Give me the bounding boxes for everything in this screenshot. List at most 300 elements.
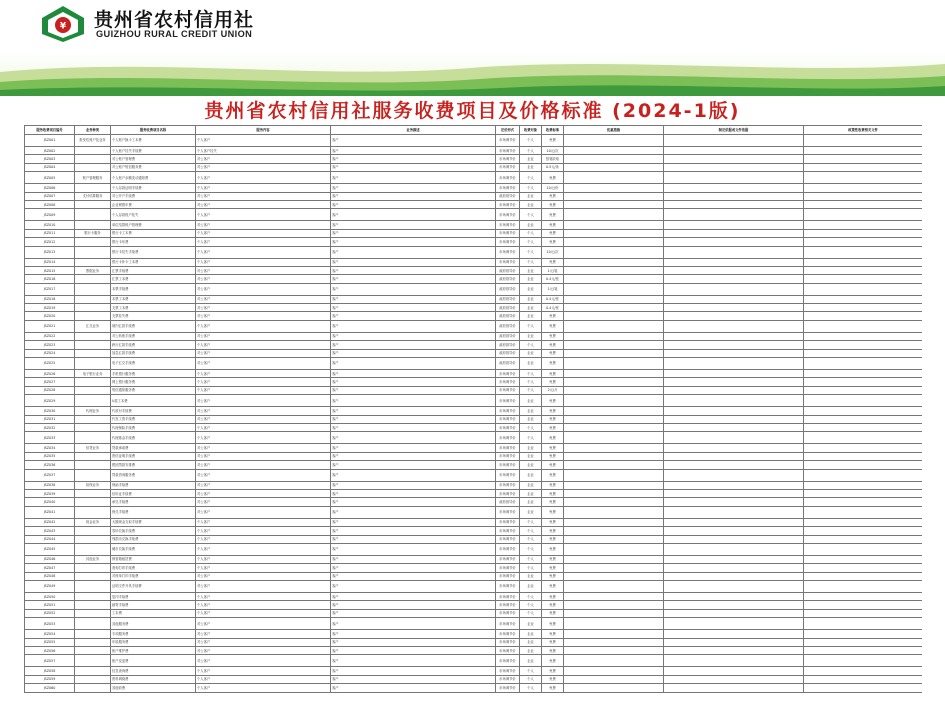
table-cell: 对公客户 [196,283,331,295]
table-cell: 客户 [331,498,496,506]
column-header: 收费标准 [542,126,564,135]
table-cell [804,684,923,692]
table-cell [664,469,804,481]
table-cell [564,518,664,526]
table-cell [664,312,804,320]
table-cell: JSZ051 [25,601,75,609]
table-cell: 市场调节价 [496,535,520,543]
table-cell: 大额现金支取手续费 [111,518,196,526]
table-cell: 免费 [542,415,564,423]
table-cell: 个人客户 [196,229,331,237]
table-cell [75,543,111,555]
table-cell [664,432,804,444]
table-cell [75,415,111,423]
table-cell: 市场调节价 [496,618,520,630]
table-cell [564,275,664,283]
table-cell [564,266,664,274]
table-cell [75,432,111,444]
table-cell: 跨行汇款手续费 [111,341,196,349]
table-cell: JSZ052 [25,609,75,617]
table-cell: 承兑手续费 [111,498,196,506]
table-cell [564,655,664,667]
table-cell: 1元/笔 [542,283,564,295]
table-cell: 企业 [520,275,542,283]
table-cell: 代理基金手续费 [111,432,196,444]
table-cell: 市场调节价 [496,423,520,431]
table-cell: 市场调节价 [496,555,520,563]
table-cell: 免费 [542,461,564,469]
table-cell: 个人客户 [196,258,331,266]
table-cell [564,395,664,407]
fee-table-container [24,125,922,705]
table-cell: 个人 [520,238,542,246]
table-cell: 个人客户 [196,320,331,332]
org-name-en: GUIZHOU RURAL CREDIT UNION [96,29,253,39]
table-cell: 信息查询费 [111,667,196,675]
table-cell: 个人 [520,684,542,692]
table-cell: 个人 [520,184,542,192]
table-cell [804,601,923,609]
table-cell [804,593,923,601]
table-cell [804,304,923,312]
table-cell: 政府指导价 [496,320,520,332]
table-row [25,498,923,506]
table-cell: 0.5元/条 [542,163,564,171]
table-cell: 对公转账手续费 [111,332,196,340]
table-cell: 对公客户 [196,489,331,497]
table-cell [664,370,804,378]
table-cell: 客户 [331,221,496,229]
table-cell: 个人 [520,246,542,258]
table-cell [804,572,923,580]
table-row [25,358,923,370]
table-cell: 企业 [520,461,542,469]
table-row [25,221,923,229]
table-cell: 对公客户 [196,572,331,580]
table-cell: 10元/次 [542,246,564,258]
table-cell: 市场调节价 [496,238,520,246]
table-header-row [25,126,923,135]
table-cell [75,163,111,171]
table-cell [664,572,804,580]
table-cell: 市场调节价 [496,601,520,609]
table-row [25,489,923,497]
table-cell [804,423,923,431]
table-cell [664,423,804,431]
table-cell [804,469,923,481]
table-cell: JSZ031 [25,415,75,423]
table-cell: 个人客户 [196,341,331,349]
table-cell: 客户 [331,192,496,200]
table-cell [804,630,923,638]
table-cell: 免费 [542,572,564,580]
table-row [25,432,923,444]
table-cell: 政府指导价 [496,304,520,312]
table-cell: JSZ041 [25,506,75,518]
table-cell [564,593,664,601]
table-cell [664,609,804,617]
table-cell: 客户 [331,415,496,423]
table-cell [664,630,804,638]
table-cell: 证明文件开具手续费 [111,581,196,593]
table-cell [75,221,111,229]
table-cell: 免费 [542,609,564,617]
table-cell [664,564,804,572]
table-row [25,172,923,184]
table-row [25,349,923,357]
table-cell: 企业 [520,452,542,460]
table-cell: 企业 [520,155,542,163]
table-row [25,452,923,460]
table-cell: 对账单打印手续费 [111,572,196,580]
table-cell: 免费 [542,378,564,386]
table-cell [804,275,923,283]
table-cell: 市场调节价 [496,543,520,555]
table-cell: 对公客户 [196,647,331,655]
table-cell: 免费 [542,221,564,229]
table-cell [664,498,804,506]
table-cell: 客户 [331,432,496,444]
table-cell: 市场调节价 [496,246,520,258]
table-cell: 资信证明手续费 [111,452,196,460]
table-cell [664,675,804,683]
table-cell [564,601,664,609]
table-cell: 客户 [331,320,496,332]
table-cell [75,238,111,246]
table-cell: 个人客户 [196,518,331,526]
table-cell [804,518,923,526]
table-cell [564,415,664,423]
table-cell [664,618,804,630]
table-row [25,266,923,274]
table-cell [564,630,664,638]
table-cell [75,312,111,320]
table-cell: 客户 [331,609,496,617]
table-cell: 个人客户 [196,386,331,394]
table-cell [75,618,111,630]
table-cell: 个人客户 [196,135,331,147]
table-row [25,415,923,423]
table-cell: JSZ056 [25,647,75,655]
table-row [25,481,923,489]
table-row [25,209,923,221]
table-cell [564,163,664,171]
table-cell: 汇票工本费 [111,275,196,283]
table-cell: JSZ050 [25,593,75,601]
table-cell: 市场调节价 [496,221,520,229]
table-cell: JSZ012 [25,238,75,246]
table-cell [804,349,923,357]
table-cell: 企业 [520,407,542,415]
table-cell: 网上银行服务费 [111,378,196,386]
table-cell: 个人 [520,370,542,378]
table-cell [664,481,804,489]
table-cell: 零钞兑换手续费 [111,527,196,535]
table-cell: 客户 [331,506,496,518]
table-cell: JSZ021 [25,320,75,332]
table-cell: 客户 [331,349,496,357]
table-cell: 信贷业务 [75,444,111,452]
table-cell: JSZ019 [25,304,75,312]
table-cell: 免费 [542,229,564,237]
table-cell: 个人客户 [196,675,331,683]
table-cell: 企业 [520,349,542,357]
table-cell: 企业 [520,655,542,667]
table-cell: 免费 [542,581,564,593]
table-cell: 市场调节价 [496,461,520,469]
table-cell [804,555,923,563]
table-cell: 其他业务 [75,555,111,563]
table-cell: 免费 [542,332,564,340]
table-cell: 客户 [331,593,496,601]
table-cell: 个人 [520,667,542,675]
table-cell: 免费 [542,481,564,489]
table-cell: 个人账户挂失手续费 [111,147,196,155]
table-cell: 客户 [331,527,496,535]
table-cell: 企业 [520,192,542,200]
table-cell: 个人账户换卡工本费 [111,135,196,147]
table-cell: 政府指导价 [496,295,520,303]
table-cell: 免费 [542,444,564,452]
table-cell [564,192,664,200]
table-cell [664,147,804,155]
table-cell [564,283,664,295]
table-cell: 客户 [331,358,496,370]
table-row [25,684,923,692]
table-cell: JSZ002 [25,147,75,155]
table-cell: 免费 [542,543,564,555]
table-cell: JSZ039 [25,489,75,497]
table-cell [664,184,804,192]
table-cell: 市场调节价 [496,378,520,386]
table-cell: 按笔收取 [542,155,564,163]
table-cell: 客户 [331,304,496,312]
table-cell: 客户 [331,295,496,303]
table-cell [664,229,804,237]
table-cell: 免费 [542,564,564,572]
table-cell: 免费 [542,684,564,692]
table-cell: 个人客户 [196,209,331,221]
table-cell [804,506,923,518]
table-cell: JSZ053 [25,618,75,630]
table-cell: 对公客户 [196,266,331,274]
table-cell: 企业 [520,266,542,274]
table-cell: 客户 [331,229,496,237]
table-cell [804,320,923,332]
table-cell: 短信通知服务费 [111,386,196,394]
table-cell: 市场调节价 [496,172,520,184]
org-name-cn: 贵州省农村信用社 [94,9,255,31]
table-cell [564,295,664,303]
table-cell: 批发性账户及业务 [75,135,111,147]
table-cell: 市场调节价 [496,630,520,638]
table-cell: JSZ022 [25,332,75,340]
table-cell: 免费 [542,498,564,506]
table-cell [75,498,111,506]
table-cell [75,461,111,469]
table-cell [564,209,664,221]
table-cell [664,535,804,543]
table-cell: 政府指导价 [496,349,520,357]
table-cell: 个人 [520,258,542,266]
table-cell: 企业 [520,618,542,630]
table-cell: 个人 [520,601,542,609]
table-cell: 免费 [542,618,564,630]
table-cell [804,184,923,192]
table-row [25,564,923,572]
table-cell: JSZ015 [25,266,75,274]
table-cell: 个人 [520,378,542,386]
table-cell [804,358,923,370]
table-cell [804,155,923,163]
table-cell: 对公客户 [196,638,331,646]
table-cell: 市场调节价 [496,163,520,171]
table-cell [564,667,664,675]
table-row [25,461,923,469]
table-cell: 免费 [542,341,564,349]
table-cell [804,407,923,415]
table-row [25,638,923,646]
table-cell [804,444,923,452]
table-cell: 市场调节价 [496,155,520,163]
table-cell [564,423,664,431]
table-cell: JSZ014 [25,258,75,266]
table-cell [804,415,923,423]
table-cell: 银团贷款安排费 [111,461,196,469]
table-cell: 客户 [331,481,496,489]
table-cell: 免费 [542,192,564,200]
table-cell [75,647,111,655]
table-cell [564,581,664,593]
table-cell: 客户 [331,638,496,646]
table-cell: JSZ023 [25,341,75,349]
table-row [25,647,923,655]
table-cell: 市场调节价 [496,638,520,646]
table-cell [75,452,111,460]
table-row [25,667,923,675]
table-row [25,518,923,526]
table-cell: 对公账户短信服务费 [111,163,196,171]
table-row [25,304,923,312]
table-cell: JSZ045 [25,543,75,555]
table-cell [804,209,923,221]
table-cell: 市场调节价 [496,469,520,481]
table-cell [75,593,111,601]
decorative-wave-band [0,52,945,96]
page-title: 贵州省农村信用社服务收费项目及价格标准 (2024-1版) [204,100,741,122]
table-cell [804,295,923,303]
table-cell [564,444,664,452]
table-cell: 客户 [331,370,496,378]
table-cell [804,312,923,320]
table-cell: 个人客户 [196,543,331,555]
table-row [25,246,923,258]
table-cell: 免费 [542,172,564,184]
table-cell [804,332,923,340]
table-cell: 对公客户 [196,461,331,469]
table-cell [75,184,111,192]
table-cell: JSZ028 [25,386,75,394]
table-cell: 个人客户 [196,246,331,258]
table-cell: 对公客户 [196,349,331,357]
table-cell: 对公客户 [196,506,331,518]
table-row [25,609,923,617]
table-cell: 免费 [542,489,564,497]
table-cell: 客户 [331,675,496,683]
table-cell: JSZ038 [25,481,75,489]
table-cell: 企业 [520,200,542,208]
table-cell: JSZ006 [25,184,75,192]
table-cell: 免费 [542,535,564,543]
table-cell [664,332,804,340]
table-cell: 个人 [520,147,542,155]
table-cell [75,295,111,303]
table-cell: 免费 [542,423,564,431]
table-cell [664,320,804,332]
table-cell: 政府指导价 [496,283,520,295]
table-cell: 个人客户 [196,238,331,246]
table-cell [804,395,923,407]
table-cell: 对公客户 [196,395,331,407]
table-cell [564,675,664,683]
table-cell: 政府指导价 [496,332,520,340]
table-cell: 企业 [520,572,542,580]
table-cell: 免费 [542,209,564,221]
table-cell: 政府指导价 [496,192,520,200]
table-cell [75,246,111,258]
table-cell [75,155,111,163]
table-cell [75,209,111,221]
table-cell: 10元/次 [542,147,564,155]
table-cell [664,192,804,200]
table-cell: 银行卡挂失手续费 [111,246,196,258]
column-header: 服务内容 [196,126,331,135]
table-cell: 免费 [542,506,564,518]
fee-table-body [25,135,923,693]
table-cell [664,647,804,655]
table-cell: 市场调节价 [496,407,520,415]
table-cell: 客户 [331,655,496,667]
table-cell: 其他服务费 [111,618,196,630]
table-cell: 对公客户 [196,163,331,171]
table-cell: 企业 [520,312,542,320]
table-cell: 对公客户 [196,618,331,630]
table-cell: 对公客户 [196,407,331,415]
table-cell: JSZ017 [25,283,75,295]
table-cell: 对公客户 [196,221,331,229]
table-cell: 企业 [520,304,542,312]
table-cell: JSZ058 [25,667,75,675]
table-cell: JSZ034 [25,444,75,452]
table-cell [664,527,804,535]
table-cell: 工本费 [111,609,196,617]
table-cell: 市场调节价 [496,684,520,692]
table-cell: 信用证手续费 [111,489,196,497]
table-row [25,312,923,320]
table-cell: 境内汇款手续费 [111,320,196,332]
table-cell [664,172,804,184]
table-cell: 对公客户 [196,192,331,200]
table-cell: 企业 [520,221,542,229]
table-cell: 免费 [542,200,564,208]
table-cell [804,238,923,246]
table-cell [564,452,664,460]
table-cell [75,378,111,386]
table-cell: 个人 [520,209,542,221]
table-cell: 个人 [520,555,542,563]
table-row [25,192,923,200]
table-cell: JSZ018 [25,295,75,303]
